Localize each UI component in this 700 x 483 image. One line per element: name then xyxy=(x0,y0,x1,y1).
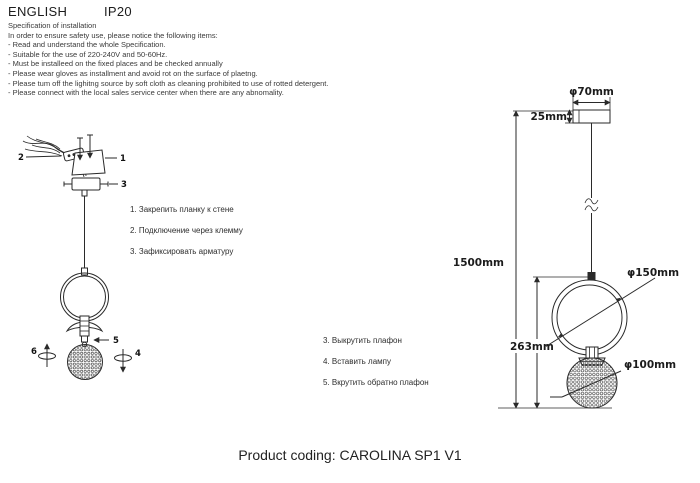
dimension-drawing xyxy=(440,80,685,420)
ip-rating-label: IP20 xyxy=(104,4,132,19)
product-coding: Product coding: CAROLINA SP1 V1 xyxy=(238,447,462,463)
socket-drawing xyxy=(586,347,598,358)
part-label-6: 6 xyxy=(31,347,37,357)
step-item: 3. Зафиксировать арматуру xyxy=(130,247,234,256)
unscrew-rotation-symbol xyxy=(39,344,56,367)
spec-item: - Please connect with the local sales service center when there are any abnomality. xyxy=(8,88,284,98)
dim-sphere-diameter: φ100mm xyxy=(624,359,677,371)
spec-intro: In order to ensure safety use, please notice the following items: xyxy=(8,30,218,40)
language-label: ENGLISH xyxy=(8,4,68,19)
cable-connector-drawing xyxy=(588,272,596,280)
step-item: 5. Вкрутить обратно плафон xyxy=(323,378,429,387)
canopy xyxy=(72,178,100,190)
step-item: 2. Подключение через клемму xyxy=(130,226,243,235)
step-item: 1. Закрепить планку к стене xyxy=(130,205,234,214)
dim-cable-length: 1500mm xyxy=(452,257,504,269)
part-label-1: 1 xyxy=(120,154,126,164)
light-ring xyxy=(61,273,109,321)
cable-connector xyxy=(82,268,88,275)
dim-canopy-diameter: φ70mm xyxy=(569,86,614,98)
spec-item: - Suitable for the use of 220-240V and 50-60Hz. xyxy=(8,49,168,59)
spec-item: - Please wear gloves as installment and avoid rot on the surface of plaetng. xyxy=(8,68,258,78)
ring-diameter-dim-line xyxy=(545,278,655,347)
cable-drawing xyxy=(585,123,598,280)
dim-canopy-height: 25mm xyxy=(530,111,567,123)
ring-drawing xyxy=(552,280,627,355)
sphere-shade xyxy=(68,345,103,380)
part-label-3: 3 xyxy=(121,180,127,190)
dim-ring-diameter: φ150mm xyxy=(627,267,680,279)
sphere-drawing xyxy=(567,358,617,408)
spec-item: - Please tum off the lighitng source by soft cloth as cleaning prohibited to use of rotted detergent. xyxy=(8,78,329,88)
installation-steps-1-3 xyxy=(130,205,243,268)
spec-title: Specification of installation xyxy=(8,21,97,30)
mounting-bracket xyxy=(72,150,105,175)
step-item: 3. Выкрутить плафон xyxy=(323,336,402,345)
installation-steps-3-5 xyxy=(323,336,429,399)
canopy-drawing xyxy=(573,110,610,123)
stem xyxy=(82,190,87,196)
spec-item: - Must be installeed on the fixed places and be checked annually xyxy=(8,59,223,69)
step-item: 4. Вставить лампу xyxy=(323,357,391,366)
dim-fixture-height: 263mm xyxy=(510,341,554,353)
part-label-2: 2 xyxy=(18,153,24,163)
specification-text xyxy=(8,21,368,98)
spec-item: - Read and understand the whole Specification. xyxy=(8,40,166,50)
screw-rotation-symbol xyxy=(115,349,132,372)
lamp-socket xyxy=(80,316,89,347)
part-label-5: 5 xyxy=(113,336,119,346)
part-label-4: 4 xyxy=(135,349,141,359)
